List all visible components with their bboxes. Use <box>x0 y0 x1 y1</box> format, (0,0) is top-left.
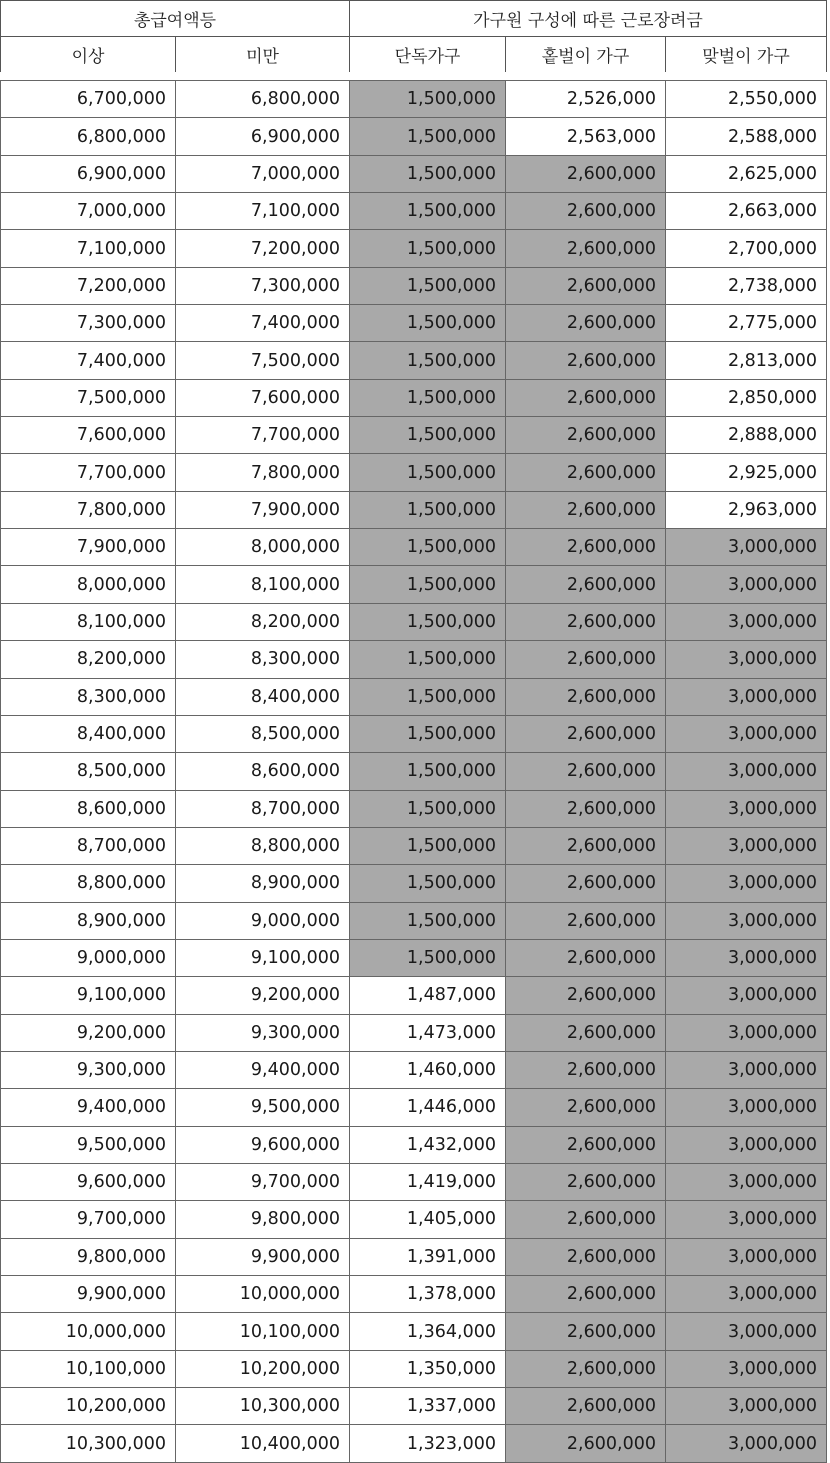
cell-min: 10,000,000 <box>1 1313 176 1350</box>
table-row <box>1 790 827 827</box>
cell-max: 6,800,000 <box>176 81 350 118</box>
table-row <box>1 1388 827 1425</box>
cell-max: 7,200,000 <box>176 230 350 267</box>
cell-min: 8,200,000 <box>1 641 176 678</box>
cell-max: 6,900,000 <box>176 118 350 155</box>
cell-max: 7,500,000 <box>176 342 350 379</box>
cell-single: 1,378,000 <box>350 1276 506 1313</box>
cell-single: 1,500,000 <box>350 491 506 528</box>
cell-max: 9,900,000 <box>176 1238 350 1275</box>
cell-min: 9,400,000 <box>1 1089 176 1126</box>
header-dual-earner: 맞벌이 가구 <box>666 37 827 73</box>
cell-dual-earner: 3,000,000 <box>666 678 827 715</box>
cell-single: 1,500,000 <box>350 790 506 827</box>
table-row <box>1 1051 827 1088</box>
table-row <box>1 81 827 118</box>
cell-single: 1,500,000 <box>350 118 506 155</box>
table-row <box>1 715 827 752</box>
cell-dual-earner: 3,000,000 <box>666 1126 827 1163</box>
cell-single-earner: 2,600,000 <box>506 1238 666 1275</box>
cell-single-earner: 2,600,000 <box>506 417 666 454</box>
cell-single: 1,460,000 <box>350 1051 506 1088</box>
cell-max: 7,000,000 <box>176 155 350 192</box>
cell-dual-earner: 2,813,000 <box>666 342 827 379</box>
cell-min: 9,200,000 <box>1 1014 176 1051</box>
cell-dual-earner: 2,963,000 <box>666 491 827 528</box>
cell-max: 8,100,000 <box>176 566 350 603</box>
cell-single: 1,500,000 <box>350 454 506 491</box>
cell-single-earner: 2,600,000 <box>506 902 666 939</box>
cell-single: 1,500,000 <box>350 529 506 566</box>
table-body <box>1 81 827 1463</box>
cell-single-earner: 2,600,000 <box>506 939 666 976</box>
cell-max: 9,000,000 <box>176 902 350 939</box>
cell-min: 8,000,000 <box>1 566 176 603</box>
cell-single: 1,500,000 <box>350 902 506 939</box>
cell-single-earner: 2,600,000 <box>506 193 666 230</box>
cell-single-earner: 2,600,000 <box>506 753 666 790</box>
cell-single-earner: 2,600,000 <box>506 865 666 902</box>
table-row <box>1 342 827 379</box>
cell-dual-earner: 3,000,000 <box>666 1425 827 1462</box>
cell-single: 1,500,000 <box>350 641 506 678</box>
cell-max: 9,800,000 <box>176 1201 350 1238</box>
cell-min: 7,100,000 <box>1 230 176 267</box>
cell-single-earner: 2,526,000 <box>506 81 666 118</box>
cell-single: 1,473,000 <box>350 1014 506 1051</box>
cell-dual-earner: 2,738,000 <box>666 267 827 304</box>
header-single-earner: 홑벌이 가구 <box>506 37 666 73</box>
table-row <box>1 1313 827 1350</box>
cell-max: 8,000,000 <box>176 529 350 566</box>
cell-max: 7,600,000 <box>176 379 350 416</box>
cell-single: 1,487,000 <box>350 977 506 1014</box>
cell-min: 7,400,000 <box>1 342 176 379</box>
cell-max: 8,500,000 <box>176 715 350 752</box>
cell-dual-earner: 3,000,000 <box>666 1276 827 1313</box>
cell-max: 7,900,000 <box>176 491 350 528</box>
cell-single: 1,500,000 <box>350 81 506 118</box>
cell-min: 9,300,000 <box>1 1051 176 1088</box>
table-row <box>1 566 827 603</box>
cell-dual-earner: 2,888,000 <box>666 417 827 454</box>
cell-dual-earner: 3,000,000 <box>666 1163 827 1200</box>
cell-dual-earner: 2,700,000 <box>666 230 827 267</box>
cell-dual-earner: 2,588,000 <box>666 118 827 155</box>
cell-single-earner: 2,600,000 <box>506 1163 666 1200</box>
table-row <box>1 305 827 342</box>
cell-max: 10,200,000 <box>176 1350 350 1387</box>
cell-min: 8,600,000 <box>1 790 176 827</box>
cell-min: 9,600,000 <box>1 1163 176 1200</box>
cell-max: 9,100,000 <box>176 939 350 976</box>
cell-single: 1,500,000 <box>350 865 506 902</box>
cell-single: 1,500,000 <box>350 417 506 454</box>
cell-single-earner: 2,563,000 <box>506 118 666 155</box>
cell-dual-earner: 3,000,000 <box>666 1313 827 1350</box>
cell-min: 10,300,000 <box>1 1425 176 1462</box>
cell-single-earner: 2,600,000 <box>506 379 666 416</box>
cell-min: 8,400,000 <box>1 715 176 752</box>
cell-single: 1,500,000 <box>350 827 506 864</box>
cell-single-earner: 2,600,000 <box>506 342 666 379</box>
cell-max: 7,700,000 <box>176 417 350 454</box>
cell-single: 1,500,000 <box>350 678 506 715</box>
cell-min: 7,800,000 <box>1 491 176 528</box>
table-row <box>1 1014 827 1051</box>
cell-min: 8,500,000 <box>1 753 176 790</box>
cell-dual-earner: 3,000,000 <box>666 827 827 864</box>
cell-dual-earner: 3,000,000 <box>666 1350 827 1387</box>
header-single: 단독가구 <box>350 37 506 73</box>
cell-single: 1,500,000 <box>350 379 506 416</box>
cell-single-earner: 2,600,000 <box>506 603 666 640</box>
cell-single: 1,500,000 <box>350 193 506 230</box>
table-row <box>1 155 827 192</box>
table-row <box>1 753 827 790</box>
table-row <box>1 1238 827 1275</box>
cell-max: 9,200,000 <box>176 977 350 1014</box>
cell-max: 7,400,000 <box>176 305 350 342</box>
cell-max: 9,400,000 <box>176 1051 350 1088</box>
cell-single: 1,337,000 <box>350 1388 506 1425</box>
header-row-top <box>1 1 827 37</box>
table-row <box>1 417 827 454</box>
cell-single: 1,500,000 <box>350 715 506 752</box>
table-row <box>1 529 827 566</box>
cell-dual-earner: 2,925,000 <box>666 454 827 491</box>
cell-max: 8,900,000 <box>176 865 350 902</box>
cell-single-earner: 2,600,000 <box>506 715 666 752</box>
cell-max: 9,700,000 <box>176 1163 350 1200</box>
cell-dual-earner: 2,850,000 <box>666 379 827 416</box>
cell-single-earner: 2,600,000 <box>506 1276 666 1313</box>
cell-min: 9,500,000 <box>1 1126 176 1163</box>
cell-min: 10,100,000 <box>1 1350 176 1387</box>
cell-single-earner: 2,600,000 <box>506 1313 666 1350</box>
cell-dual-earner: 3,000,000 <box>666 1388 827 1425</box>
cell-max: 9,300,000 <box>176 1014 350 1051</box>
table-row <box>1 193 827 230</box>
cell-min: 10,200,000 <box>1 1388 176 1425</box>
cell-single-earner: 2,600,000 <box>506 1126 666 1163</box>
cell-single-earner: 2,600,000 <box>506 1051 666 1088</box>
cell-dual-earner: 3,000,000 <box>666 566 827 603</box>
cell-single-earner: 2,600,000 <box>506 1350 666 1387</box>
table-header <box>1 1 827 81</box>
cell-dual-earner: 3,000,000 <box>666 753 827 790</box>
cell-min: 9,700,000 <box>1 1201 176 1238</box>
cell-dual-earner: 3,000,000 <box>666 790 827 827</box>
cell-single: 1,350,000 <box>350 1350 506 1387</box>
table-row <box>1 491 827 528</box>
cell-single: 1,323,000 <box>350 1425 506 1462</box>
cell-dual-earner: 2,550,000 <box>666 81 827 118</box>
table-row <box>1 1350 827 1387</box>
table-row <box>1 827 827 864</box>
cell-dual-earner: 2,775,000 <box>666 305 827 342</box>
cell-single-earner: 2,600,000 <box>506 267 666 304</box>
table-row <box>1 454 827 491</box>
table-row <box>1 1201 827 1238</box>
cell-single-earner: 2,600,000 <box>506 678 666 715</box>
cell-max: 8,300,000 <box>176 641 350 678</box>
table-row <box>1 118 827 155</box>
cell-min: 9,100,000 <box>1 977 176 1014</box>
cell-dual-earner: 3,000,000 <box>666 641 827 678</box>
cell-dual-earner: 3,000,000 <box>666 529 827 566</box>
cell-single-earner: 2,600,000 <box>506 1425 666 1462</box>
cell-dual-earner: 3,000,000 <box>666 1201 827 1238</box>
cell-max: 7,800,000 <box>176 454 350 491</box>
cell-single-earner: 2,600,000 <box>506 529 666 566</box>
cell-single: 1,391,000 <box>350 1238 506 1275</box>
table-row <box>1 939 827 976</box>
cell-min: 9,000,000 <box>1 939 176 976</box>
cell-min: 7,300,000 <box>1 305 176 342</box>
cell-max: 8,600,000 <box>176 753 350 790</box>
header-gap <box>1 72 827 81</box>
table-row <box>1 1163 827 1200</box>
table-row <box>1 977 827 1014</box>
cell-dual-earner: 3,000,000 <box>666 1014 827 1051</box>
table-row <box>1 1276 827 1313</box>
cell-single: 1,500,000 <box>350 230 506 267</box>
table-row <box>1 1089 827 1126</box>
cell-dual-earner: 3,000,000 <box>666 1051 827 1088</box>
cell-dual-earner: 3,000,000 <box>666 715 827 752</box>
cell-single-earner: 2,600,000 <box>506 977 666 1014</box>
table-row <box>1 230 827 267</box>
gap-cell <box>1 72 827 81</box>
cell-single-earner: 2,600,000 <box>506 230 666 267</box>
cell-single: 1,405,000 <box>350 1201 506 1238</box>
cell-dual-earner: 3,000,000 <box>666 939 827 976</box>
cell-single: 1,419,000 <box>350 1163 506 1200</box>
cell-max: 10,400,000 <box>176 1425 350 1462</box>
cell-single: 1,432,000 <box>350 1126 506 1163</box>
cell-max: 7,100,000 <box>176 193 350 230</box>
table-row <box>1 641 827 678</box>
cell-single: 1,500,000 <box>350 939 506 976</box>
cell-single: 1,500,000 <box>350 566 506 603</box>
cell-min: 8,100,000 <box>1 603 176 640</box>
cell-min: 9,800,000 <box>1 1238 176 1275</box>
cell-min: 7,000,000 <box>1 193 176 230</box>
header-max: 미만 <box>176 37 350 73</box>
cell-single-earner: 2,600,000 <box>506 1388 666 1425</box>
cell-single-earner: 2,600,000 <box>506 454 666 491</box>
cell-dual-earner: 3,000,000 <box>666 1238 827 1275</box>
header-total-pay: 총급여액등 <box>1 1 350 37</box>
table-row <box>1 1425 827 1462</box>
cell-min: 6,900,000 <box>1 155 176 192</box>
cell-max: 8,200,000 <box>176 603 350 640</box>
cell-min: 6,800,000 <box>1 118 176 155</box>
cell-min: 7,700,000 <box>1 454 176 491</box>
cell-min: 7,500,000 <box>1 379 176 416</box>
cell-dual-earner: 3,000,000 <box>666 603 827 640</box>
cell-single-earner: 2,600,000 <box>506 1089 666 1126</box>
cell-single: 1,446,000 <box>350 1089 506 1126</box>
cell-dual-earner: 2,625,000 <box>666 155 827 192</box>
cell-single: 1,500,000 <box>350 753 506 790</box>
cell-min: 7,200,000 <box>1 267 176 304</box>
table-row <box>1 1126 827 1163</box>
header-row-sub <box>1 37 827 73</box>
cell-single-earner: 2,600,000 <box>506 566 666 603</box>
cell-min: 9,900,000 <box>1 1276 176 1313</box>
cell-min: 7,600,000 <box>1 417 176 454</box>
cell-min: 8,700,000 <box>1 827 176 864</box>
cell-dual-earner: 2,663,000 <box>666 193 827 230</box>
cell-max: 8,700,000 <box>176 790 350 827</box>
cell-dual-earner: 3,000,000 <box>666 865 827 902</box>
cell-single: 1,500,000 <box>350 267 506 304</box>
cell-dual-earner: 3,000,000 <box>666 977 827 1014</box>
cell-min: 7,900,000 <box>1 529 176 566</box>
cell-min: 6,700,000 <box>1 81 176 118</box>
cell-single: 1,500,000 <box>350 342 506 379</box>
header-min: 이상 <box>1 37 176 73</box>
cell-max: 10,000,000 <box>176 1276 350 1313</box>
cell-dual-earner: 3,000,000 <box>666 902 827 939</box>
cell-single: 1,364,000 <box>350 1313 506 1350</box>
cell-single: 1,500,000 <box>350 305 506 342</box>
table-row <box>1 603 827 640</box>
cell-min: 8,300,000 <box>1 678 176 715</box>
cell-max: 9,600,000 <box>176 1126 350 1163</box>
cell-single: 1,500,000 <box>350 603 506 640</box>
table-row <box>1 267 827 304</box>
cell-max: 8,800,000 <box>176 827 350 864</box>
cell-single-earner: 2,600,000 <box>506 1201 666 1238</box>
cell-min: 8,900,000 <box>1 902 176 939</box>
cell-single-earner: 2,600,000 <box>506 491 666 528</box>
cell-max: 10,100,000 <box>176 1313 350 1350</box>
table-row <box>1 379 827 416</box>
cell-max: 9,500,000 <box>176 1089 350 1126</box>
cell-dual-earner: 3,000,000 <box>666 1089 827 1126</box>
table-row <box>1 678 827 715</box>
cell-min: 8,800,000 <box>1 865 176 902</box>
cell-single-earner: 2,600,000 <box>506 1014 666 1051</box>
cell-single-earner: 2,600,000 <box>506 305 666 342</box>
cell-single-earner: 2,600,000 <box>506 790 666 827</box>
cell-single-earner: 2,600,000 <box>506 155 666 192</box>
cell-max: 8,400,000 <box>176 678 350 715</box>
cell-single: 1,500,000 <box>350 155 506 192</box>
cell-single-earner: 2,600,000 <box>506 641 666 678</box>
table-row <box>1 902 827 939</box>
cell-single-earner: 2,600,000 <box>506 827 666 864</box>
table-row <box>1 865 827 902</box>
cell-max: 7,300,000 <box>176 267 350 304</box>
header-household-benefit: 가구원 구성에 따른 근로장려금 <box>350 1 827 37</box>
cell-max: 10,300,000 <box>176 1388 350 1425</box>
